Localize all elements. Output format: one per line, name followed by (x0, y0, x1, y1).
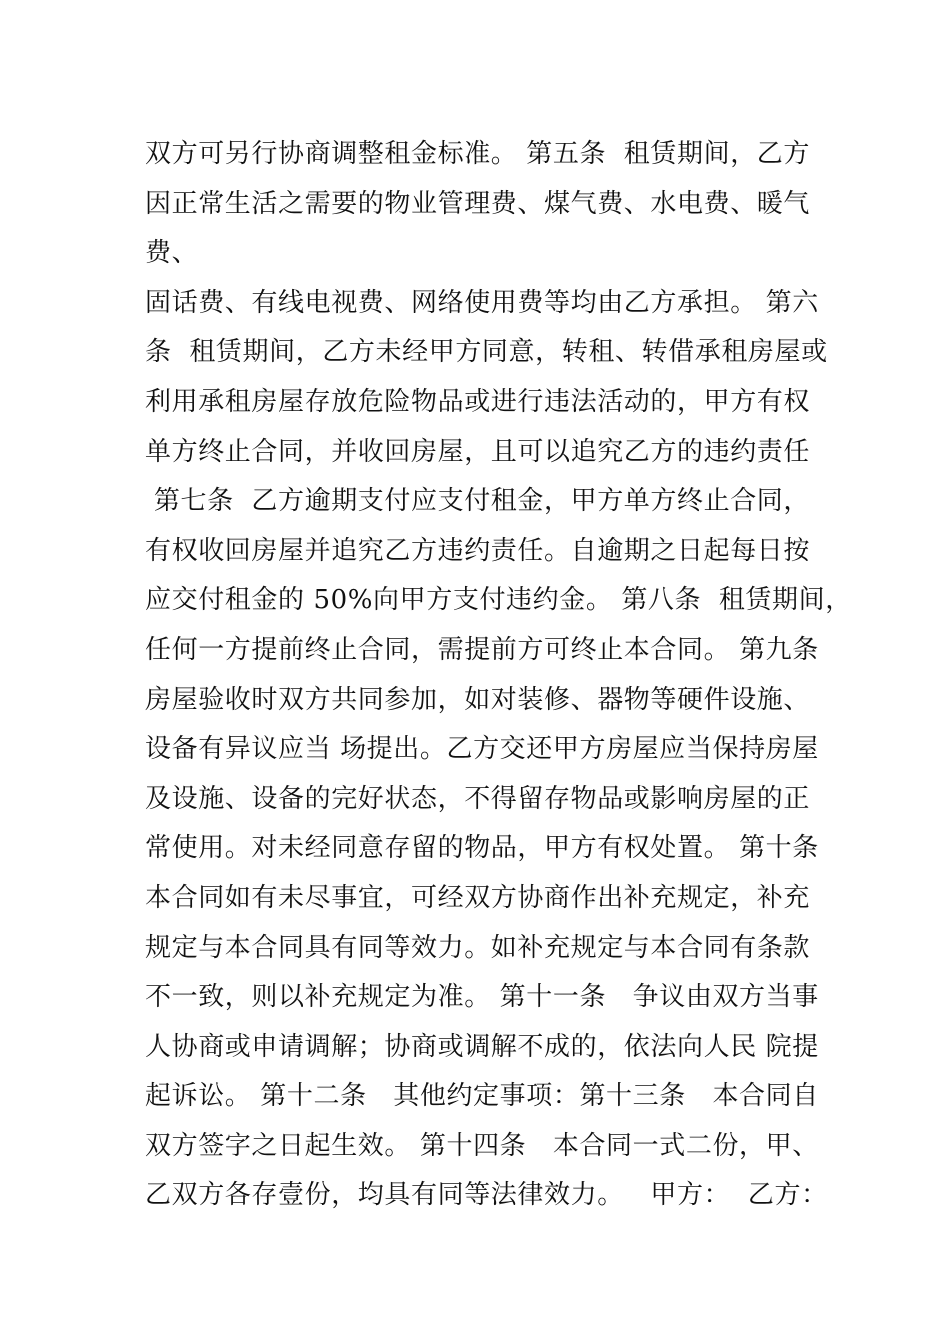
text-line: 房屋验收时双方共同参加，如对装修、器物等硬件设施、 (145, 684, 811, 715)
signature-line: 乙双方各存壹份，均具有同等法律效力。 甲方： 乙方： (145, 1180, 828, 1211)
text-line: 不一致，则以补充规定为准。 第十一条 争议由双方当事 (145, 982, 819, 1013)
text-line: 起诉讼。 第十二条 其他约定事项：第十三条 本合同自 (145, 1081, 819, 1112)
text-line: 应交付租金的 50%向甲方支付违约金。 第八条 租赁期间， (145, 585, 852, 616)
text-line: 利用承租房屋存放危险物品或进行违法活动的，甲方有权 (145, 386, 811, 417)
text-line: 本合同如有未尽事宜，可经双方协商作出补充规定，补充 (145, 882, 811, 913)
text-line: 规定与本合同具有同等效力。如补充规定与本合同有条款 (145, 932, 811, 963)
text-line: 双方可另行协商调整租金标准。 第五条 租赁期间，乙方 (145, 139, 810, 169)
text-line: 第七条 乙方逾期支付应支付租金，甲方单方终止合同， (145, 486, 810, 517)
text-line: 及设施、设备的完好状态，不得留存物品或影响房屋的正 (145, 783, 811, 814)
text-line: 设备有异议应当 场提出。乙方交还甲方房屋应当保持房屋 (145, 734, 819, 765)
text-line: 任何一方提前终止合同，需提前方可终止本合同。 第九条 (145, 634, 819, 665)
contract-text-body (145, 130, 852, 1221)
text-line: 单方终止合同，并收回房屋，且可以追究乙方的违约责任 (145, 436, 811, 467)
text-line: 双方签字之日起生效。 第十四条 本合同一式二份，甲、 (145, 1130, 819, 1161)
text-line: 因正常生活之需要的物业管理费、煤气费、水电费、暖气 (145, 188, 811, 219)
text-line: 常使用。对未经同意存留的物品，甲方有权处置。 第十条 (145, 833, 819, 864)
text-line: 条 租赁期间，乙方未经甲方同意，转租、转借承租房屋或 (145, 337, 828, 368)
text-line: 固话费、有线电视费、网络使用费等均由乙方承担。 第六 (145, 287, 819, 318)
text-line: 有权收回房屋并追究乙方违约责任。自逾期之日起每日按 (145, 535, 811, 566)
text-line: 人协商或申请调解；协商或调解不成的，依法向人民 院提 (145, 1031, 819, 1062)
text-line: 费、 (145, 238, 199, 269)
